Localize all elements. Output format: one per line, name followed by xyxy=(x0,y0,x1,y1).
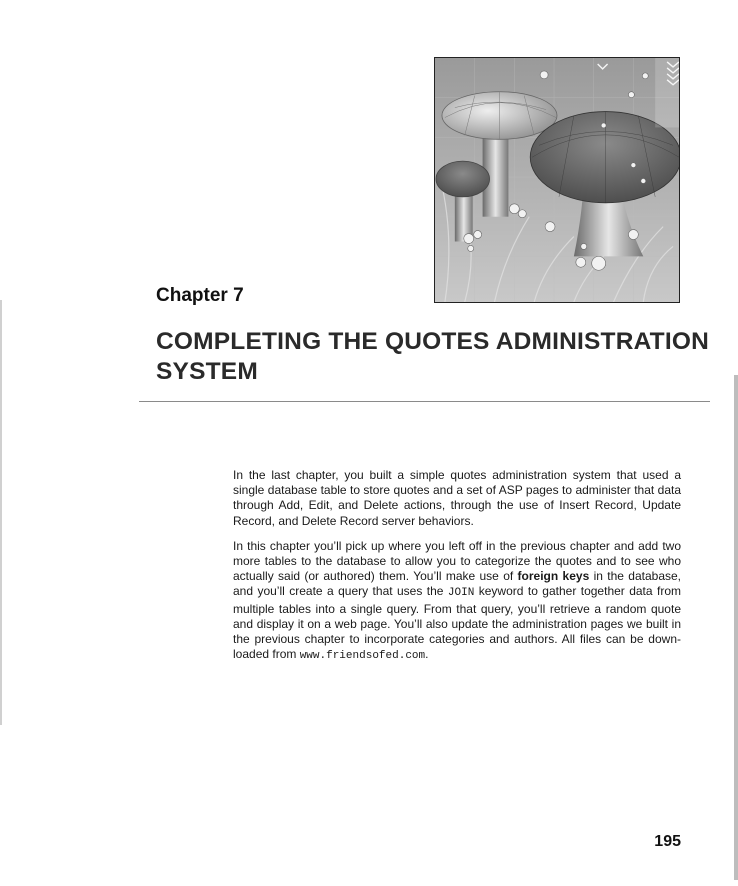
chapter-illustration xyxy=(434,57,680,303)
foreign-keys-term: foreign keys xyxy=(517,569,590,584)
paragraph-2-text-a: In this chapter you’ll pick up where you left off in the previous chapter and add two more tables to the database to allow you to categorize the quotes and to see who actually said (or authored) them. You’ll make use of xyxy=(233,538,681,584)
chapter-title: COMPLETING THE QUOTES ADMINISTRATION SYSTEM xyxy=(156,328,709,385)
title-divider xyxy=(139,401,710,402)
page-number: 195 xyxy=(654,833,681,850)
paragraph-2-text-b: in the database, and you’ll create a query that uses the xyxy=(233,569,682,599)
paragraph-2-text-c: keyword to gather together data from multiple tables into a single query. From that query, you’ll retrieve a random quote and display it on a web page. You’ll also update the administration pages we built in the previous chapter to incorporate categories and authors. All files can be down-loaded from xyxy=(233,584,681,662)
intro-paragraph-1: In the last chapter, you built a simple quotes administration system that used a single database table to store quotes and a set of ASP pages to administer that data through Add, Edit, and Delete actions, through the use of Insert Record, Update Record, and Delete Record server behaviors. xyxy=(233,468,681,528)
page-edge-left xyxy=(0,300,2,725)
page-edge-right xyxy=(734,375,738,880)
chapter-intro xyxy=(233,468,681,674)
website-url: www.friendsofed.com xyxy=(299,650,426,663)
intro-paragraph-2 xyxy=(233,539,681,665)
join-keyword-code: JOIN xyxy=(447,587,475,600)
chapter-label: Chapter 7 xyxy=(156,285,244,306)
paragraph-2-end: . xyxy=(425,647,429,662)
